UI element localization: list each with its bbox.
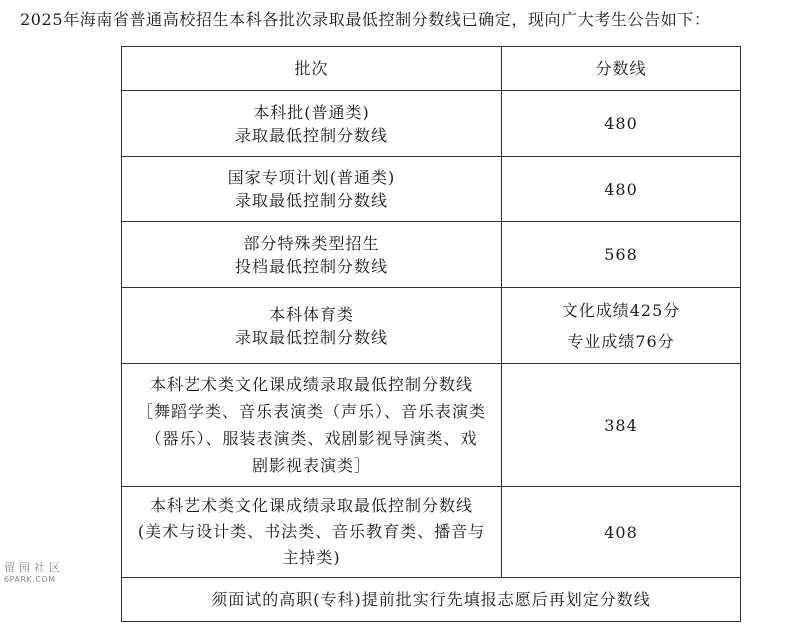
batch-line: 投档最低控制分数线 <box>234 256 388 276</box>
batch-line: 主持类) <box>282 548 341 567</box>
batch-line: (美术与设计类、书法类、音乐教育类、播音与 <box>137 522 486 541</box>
batch-line: 国家专项计划(普通类) <box>227 168 396 187</box>
header-batch: 批次 <box>122 47 502 91</box>
batch-cell <box>122 91 502 157</box>
batch-line: ［舞蹈学类、音乐表演类（声乐）、音乐表演类 <box>136 402 486 421</box>
score-value: 专业成绩76分 <box>567 331 675 351</box>
score-cell <box>502 157 741 222</box>
table-row <box>122 222 741 288</box>
batch-cell <box>122 288 502 364</box>
table-row <box>122 364 741 487</box>
table-row <box>122 288 741 364</box>
score-cell <box>502 487 741 578</box>
table-row <box>122 91 741 157</box>
batch-cell <box>122 487 502 578</box>
score-cell <box>502 288 741 364</box>
batch-cell <box>122 364 502 487</box>
batch-cell <box>122 157 502 222</box>
batch-line: 录取最低控制分数线 <box>234 327 388 347</box>
batch-line: 本科艺术类文化课成绩录取最低控制分数线 <box>149 375 473 394</box>
table-row <box>122 487 741 578</box>
intro-text: 2025年海南省普通高校招生本科各批次录取最低控制分数线已确定，现向广大考生公告如下： <box>20 10 711 29</box>
footer-note: 须面试的高职(专科)提前批实行先填报志愿后再划定分数线 <box>122 578 741 622</box>
batch-line: 录取最低控制分数线 <box>234 191 388 210</box>
score-value: 408 <box>604 522 638 542</box>
batch-line: 本科体育类 <box>268 304 354 324</box>
batch-line: 录取最低控制分数线 <box>234 125 388 145</box>
batch-line: （器乐）、服装表演类、戏剧影视导演类、戏 <box>145 429 478 448</box>
score-value: 480 <box>604 179 638 199</box>
header-score: 分数线 <box>502 47 741 91</box>
score-value: 568 <box>604 245 638 264</box>
score-value: 文化成绩425分 <box>561 300 681 320</box>
batch-line: 部分特殊类型招生 <box>243 233 380 253</box>
table-header-row <box>122 47 741 91</box>
table-row <box>122 157 741 222</box>
watermark-cn: 留园社区 <box>4 561 64 574</box>
batch-line: 本科艺术类文化课成绩录取最低控制分数线 <box>149 496 473 515</box>
score-value: 384 <box>604 415 638 435</box>
score-table <box>121 46 741 622</box>
score-cell <box>502 91 741 157</box>
watermark-en: 6PARK.COM <box>4 575 56 584</box>
batch-cell <box>122 222 502 288</box>
watermark <box>4 561 84 585</box>
batch-line: 剧影视表演类］ <box>251 456 371 475</box>
batch-line: 本科批(普通类) <box>253 102 370 122</box>
score-value: 480 <box>604 114 638 133</box>
score-cell <box>502 364 741 487</box>
table-footer-row <box>122 578 741 622</box>
score-cell <box>502 222 741 288</box>
